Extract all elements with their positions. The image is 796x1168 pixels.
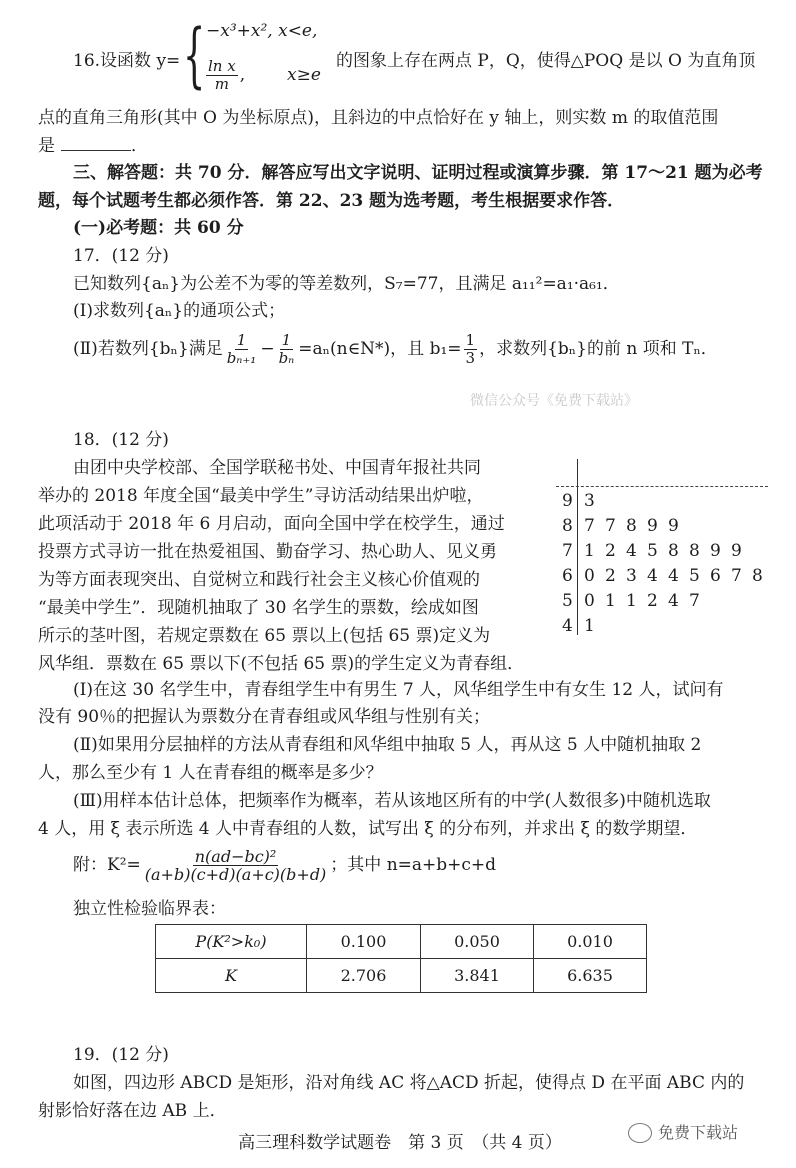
leaf-value: 8 xyxy=(626,516,637,536)
section3-part1: (一)必考题：共 60 分 xyxy=(73,218,244,238)
answer-blank xyxy=(61,150,131,151)
leaf-value: 7 xyxy=(731,566,742,586)
leaf-value: 1 xyxy=(584,541,595,561)
leaf-value: 1 xyxy=(626,591,637,611)
leaf-value: 1 xyxy=(605,591,616,611)
q19-line2: 射影恰好落在边 AB 上． xyxy=(38,1101,227,1121)
section3-line1: 三、解答题：共 70 分．解答应写出文字说明、证明过程或演算步骤．第 17～21 题为必考 xyxy=(73,163,763,183)
k2-fraction: $\frac{\text{n(ad−bc)²}}{(a+b)(c+d)(a+c)(b+d)}$ xyxy=(144,847,327,884)
table-title: 独立性检验临界表： xyxy=(73,899,226,919)
stem-leaf-row xyxy=(562,615,605,637)
table-cell: K xyxy=(156,959,307,993)
q16-piece2: $\frac{\text{ln x}}{m}$ , xyxy=(208,57,246,93)
stem-leaf-row xyxy=(562,565,773,587)
q16-suffix: 的图象上存在两点 P，Q，使得△POQ 是以 O 为直角顶 xyxy=(336,51,756,71)
q18-part3-line1: (Ⅲ)用样本估计总体，把频率作为概率，若从该地区所有的中学(人数很多)中随机选取 xyxy=(73,791,711,811)
q16-line3: 是 ． xyxy=(38,136,148,156)
q18-intro-line: 为等方面表现突出、自觉树立和践行社会主义核心价值观的 xyxy=(38,570,480,590)
q18-intro-line: 风华组．票数在 65 票以下(不包括 65 票)的学生定义为青春组． xyxy=(38,654,525,674)
q19-header: 19．(12 分) xyxy=(73,1045,169,1065)
q18-part1-line1: (Ⅰ)在这 30 名学生中，青春组学生中有男生 7 人，风华组学生中有女生 12 人，试问有 xyxy=(73,680,724,700)
q18-part2-line1: (Ⅱ)如果用分层抽样的方法从青春组和风华组中抽取 5 人，再从这 5 人中随机抽取 2 xyxy=(73,735,702,755)
piecewise-brace: { xyxy=(183,14,206,96)
leaf-value: 4 xyxy=(626,541,637,561)
leaf-value: 9 xyxy=(647,516,658,536)
k2-formula: 附：K²= $\frac{\text{n(ad−bc)²}}{(a+b)(c+d)(a+c)(b+d)}$ ；其中 n=a+b+c+d xyxy=(73,847,497,884)
q16-piece2-condition: x≥e xyxy=(287,65,321,85)
stem-leaf-row xyxy=(562,490,605,512)
q18-part2-line2: 人，那么至少有 1 人在青春组的概率是多少？ xyxy=(38,763,383,783)
leaf-value: 0 xyxy=(584,566,595,586)
table-row xyxy=(156,925,647,959)
leaf-value: 8 xyxy=(689,541,700,561)
section3-line2: 题，每个试题考生都必须作答．第 22、23 题为选考题，考生根据要求作答． xyxy=(38,191,625,211)
q18-intro-line: 所示的茎叶图，若规定票数在 65 票以上(包括 65 票)定义为 xyxy=(38,626,491,646)
table-cell: 6.635 xyxy=(534,959,647,993)
q18-intro-line: “最美中学生”．现随机抽取了 30 名学生的票数，绘成如图 xyxy=(38,598,479,618)
q17-header: 17．(12 分) xyxy=(73,246,169,266)
leaf-value: 7 xyxy=(584,516,595,536)
stem-leaf-row xyxy=(562,515,689,537)
stem-value: 4 xyxy=(562,616,573,636)
leaf-value: 9 xyxy=(668,516,679,536)
table-cell: 2.706 xyxy=(307,959,421,993)
stem-value: 7 xyxy=(562,541,573,561)
fraction-3: $\frac{1}{3}$ xyxy=(465,331,476,367)
leaf-value: 2 xyxy=(605,566,616,586)
critical-value-table xyxy=(155,924,647,993)
stem-leaf-plot xyxy=(548,455,770,640)
q18-intro-line: 举办的 2018 年度全国“最美中学生”寻访活动结果出炉啦， xyxy=(38,486,484,506)
q17-line1: 已知数列{aₙ}为公差不为零的等差数列，S₇=77，且满足 a₁₁²=a₁·a₆₁． xyxy=(73,274,620,294)
leaf-value: 6 xyxy=(710,566,721,586)
fraction-1: $\frac{1}{\text{bₙ₊₁}}$ xyxy=(226,331,257,367)
q18-header: 18．(12 分) xyxy=(73,430,169,450)
q18-intro-line: 由团中央学校部、全国学联秘书处、中国青年报社共同 xyxy=(73,458,481,478)
leaf-value: 2 xyxy=(605,541,616,561)
leaf-value: 5 xyxy=(647,541,658,561)
q18-part3-line2: 4 人，用 ξ 表示所选 4 人中青春组的人数，试写出 ξ 的分布列，并求出 ξ 的数学期望． xyxy=(38,819,698,839)
watermark: 微信公众号《免费下载站》 xyxy=(470,393,638,409)
leaf-value: 1 xyxy=(584,616,595,636)
table-cell: 0.050 xyxy=(421,925,534,959)
logo: 免费下载站 xyxy=(628,1122,738,1144)
stem-value: 5 xyxy=(562,591,573,611)
stem-leaf-row xyxy=(562,540,752,562)
leaf-value: 3 xyxy=(584,491,595,511)
table-cell: 0.100 xyxy=(307,925,421,959)
leaf-value: 9 xyxy=(710,541,721,561)
leaf-value: 4 xyxy=(668,591,679,611)
q18-part1-line2: 没有 90％的把握认为票数分在青春组或风华组与性别有关； xyxy=(38,707,491,727)
q18-intro-line: 投票方式寻访一批在热爱祖国、勤奋学习、热心助人、见义勇 xyxy=(38,542,497,562)
q19-line1: 如图，四边形 ABCD 是矩形，沿对角线 AC 将△ACD 折起，使得点 D 在平面 ABC 内的 xyxy=(73,1073,745,1093)
leaf-value: 5 xyxy=(689,566,700,586)
leaf-value: 8 xyxy=(752,566,763,586)
stem-value: 8 xyxy=(562,516,573,536)
leaf-value: 2 xyxy=(647,591,658,611)
table-cell: 0.010 xyxy=(534,925,647,959)
wechat-icon xyxy=(628,1123,652,1143)
stem-value: 9 xyxy=(562,491,573,511)
leaf-value: 3 xyxy=(626,566,637,586)
table-cell: 3.841 xyxy=(421,959,534,993)
table-cell: P(K²>k₀) xyxy=(156,925,307,959)
page-footer: 高三理科数学试题卷 第 3 页 （共 4 页） xyxy=(238,1133,562,1153)
leaf-value: 7 xyxy=(605,516,616,536)
stem-header-line xyxy=(556,486,768,487)
leaf-value: 4 xyxy=(647,566,658,586)
leaf-value: 8 xyxy=(668,541,679,561)
q16-piece2-fraction: $\frac{\text{ln x}}{m}$ xyxy=(208,57,236,93)
leaf-value: 7 xyxy=(689,591,700,611)
table-row xyxy=(156,959,647,993)
fraction-2: $\frac{1}{\text{bₙ}}$ xyxy=(278,331,295,367)
q16-line2: 点的直角三角形(其中 O 为坐标原点)，且斜边的中点恰好在 y 轴上，则实数 m 的取值范围 xyxy=(38,108,719,128)
leaf-value: 4 xyxy=(668,566,679,586)
leaf-value: 9 xyxy=(731,541,742,561)
q16-prefix: 16.设函数 y= xyxy=(73,51,181,71)
leaf-value: 0 xyxy=(584,591,595,611)
q17-line3: (Ⅱ)若数列{bₙ}满足 $\frac{1}{\text{bₙ₊₁}}$ − $\frac{1}{\text{bₙ}}$ =aₙ(n∈N*)，且 b₁= $\frac{1}{3}$ ，求数列{bₙ}的前 n 项和 Tₙ． xyxy=(73,331,718,367)
q16-piece1: −x³+x², x<e, xyxy=(206,21,318,41)
stem-leaf-row xyxy=(562,590,710,612)
stem-value: 6 xyxy=(562,566,573,586)
q17-line2: (Ⅰ)求数列{aₙ}的通项公式； xyxy=(73,301,286,321)
q18-intro-line: 此项活动于 2018 年 6 月启动，面向全国中学在校学生，通过 xyxy=(38,514,505,534)
